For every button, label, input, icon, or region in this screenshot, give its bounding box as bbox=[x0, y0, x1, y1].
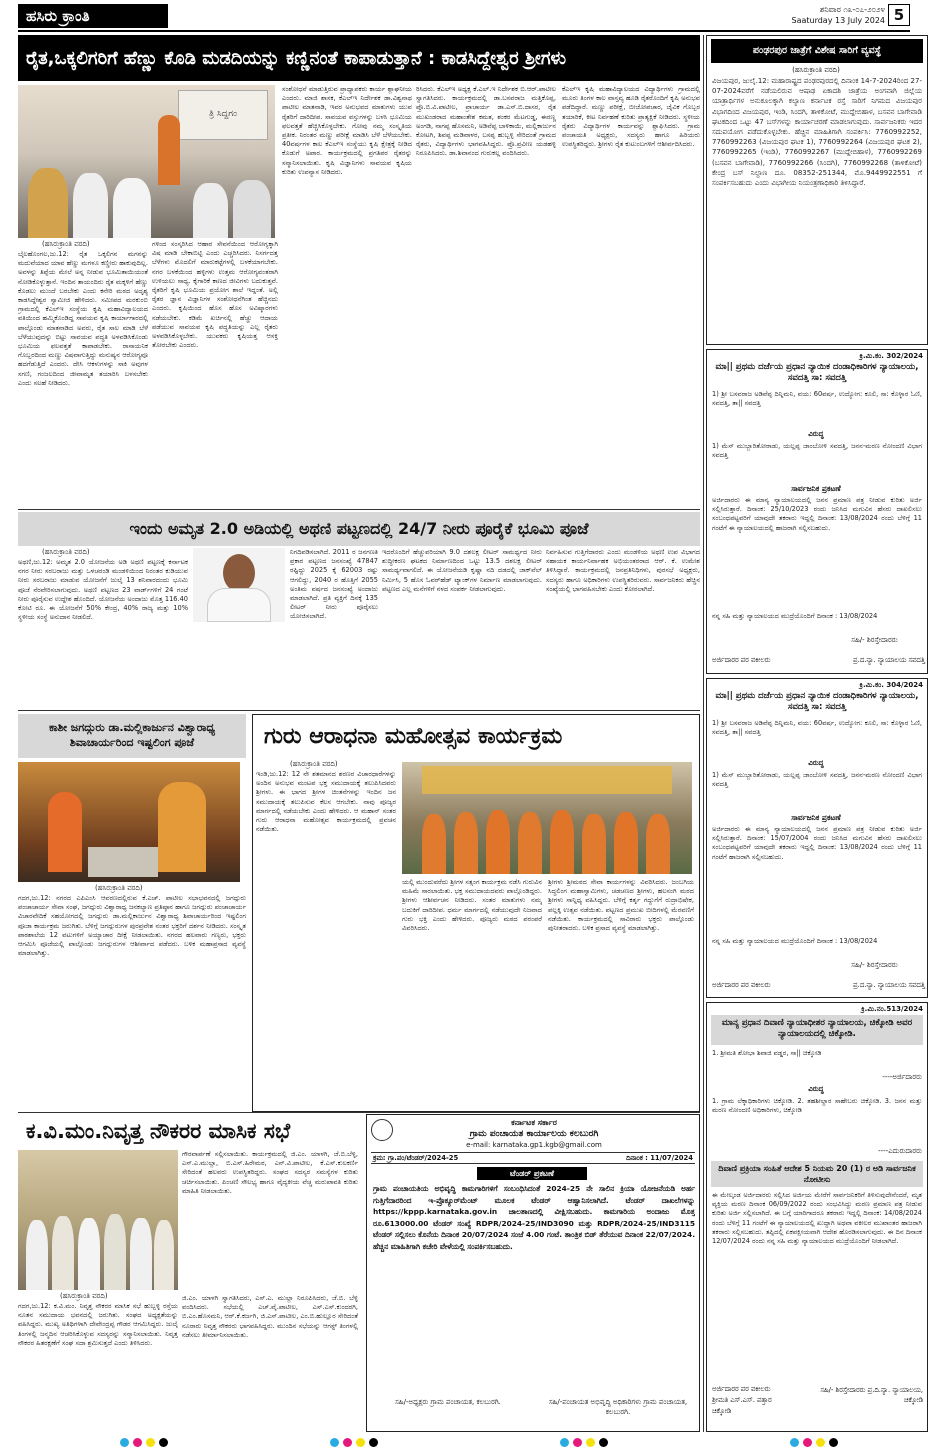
tender-date: ದಿನಾಂಕ : 11/07/2024 bbox=[626, 1154, 693, 1162]
altar-table bbox=[88, 847, 158, 877]
notice3-applicant: ----ಅರ್ಜಿದಾರರು bbox=[882, 1073, 922, 1081]
reg-dot bbox=[803, 1438, 812, 1447]
portrait-face bbox=[223, 554, 255, 592]
notice3-party2: 1. ಗ್ರಾಮ ಲೆಕ್ಕಾಧಿಕಾರಿಗಳು ಚಿಕ್ಕೋಡಿ. 2. ತಹಶೀಲ್ದಾರ ಸಾಹೇಬರು ಚಿಕ್ಕೋಡಿ. 3. ಜನನ ಮತ್ತು ಮರಣ ನೋಂದಣಿ ಅಧಿಕಾರಿಗಳು, ಚಿಕ್ಕೋಡಿ bbox=[712, 1097, 922, 1115]
story4-column-3 bbox=[548, 878, 694, 1108]
masthead-title: ಹಸಿರು ಕ್ರಾಂತಿ bbox=[26, 7, 90, 25]
notice2-title: ಮಾ|| ಪ್ರಥಮ ದರ್ಜೆಯ ಪ್ರಧಾನ ನ್ಯಾಯಿಕ ದಂಡಾಧಿಕಾರಿಗಳ ನ್ಯಾಯಾಲಯ, ಸವದತ್ತಿ ಸಾ: ಸವದತ್ತಿ bbox=[715, 691, 919, 712]
story1-col1-text: ಬೈಲಹೊಂಗಲ,ಜು.12: ರೈತ ಒಕ್ಕಲಿಗನ ಮಗನನ್ನು ಮದುವೆಯಾದ ಯಾವ ಹೆಣ್ಣು ಮಗಳೂ ಕಣ್ಣೀರು ಹಾಕುವುದಿಲ್ಲ. ಅವಳನ್ನು ತಿಪ್ಪೆಯ ಮೇಲೆ ಅನ್ನ ನೀಡುವ ಭೂಮಿತಾಯಿಯಂತೆ ನೋಡಿಕೊಳ್ಳುತ್ತಾನೆ. ಇಂದಿನ ತಾಯಂದಿರು ರೈತ ಮಕ್ಕಳಿಗೆ ಹೆಣ್ಣು ಕೊಡಲು ಮುಂದೆ ಬರಬೇಕು ಎಂದು ಕನೇರಿ ಮಠದ ಅದೃಶ್ಯ ಕಾಡಸಿದ್ದೇಶ್ವರ ಸ್ವಾಮೀಜಿ ಹೇಳಿದರು. ಸಮೀಪದ ಮರಕುಂಬಿ ಗ್ರಾಮದಲ್ಲಿ ಕೆಎಲ್‌ಇ ಸಂಸ್ಥೆಯ ಕೃಷಿ ಮಹಾವಿದ್ಯಾಲಯದ ವತಿಯಿಂದ ಹಮ್ಮಿಕೊಂಡಿದ್ದ ಸಾವಯವ ಕೃಷಿ ಕಾರ್ಯಾಗಾರದಲ್ಲಿ ಪಾಲ್ಗೊಂಡು ಮಾತನಾಡಿದ ಅವರು, ರೈತ ಸಾಲ ಮಾಡಿ ಬೆಳೆ ಬೆಳೆಯುವುದನ್ನು ಬಿಟ್ಟು ಸಾವಯವ ಪದ್ಧತಿ ಅಳವಡಿಸಿಕೊಂಡು ಭೂಮಿಯ ಫಲವತ್ತತೆ ಕಾಪಾಡಬೇಕು. ರಾಸಾಯನಿಕ ಗೊಬ್ಬರದಿಂದ ಮಣ್ಣು ವಿಷವಾಗುತ್ತಿದ್ದು ಮನುಷ್ಯನ ಆರೋಗ್ಯವೂ ಹದಗೆಡುತ್ತಿದೆ ಎಂದರು. ದೇಸಿ ಆಕಳುಗಳನ್ನು ಸಾಕಿ ಅವುಗಳ ಸಗಣಿ, ಗಂಜಲದಿಂದ ಜೀವಾಮೃತ ತಯಾರಿಸಿ ಬಳಸಬೇಕು ಎಂದು ಸಲಹೆ ನೀಡಿದರು. bbox=[18, 250, 148, 387]
notice2-sign: ಸಹಿ/- ಶಿರಸ್ತೇದಾರರು bbox=[851, 961, 898, 969]
reg-dot bbox=[560, 1438, 569, 1447]
member-figure bbox=[26, 1220, 48, 1290]
reg-dot bbox=[120, 1438, 129, 1447]
tender-title-text: ಟೆಂಡರ್ ಪ್ರಕಟಣೆ bbox=[510, 1169, 554, 1178]
reg-dot bbox=[599, 1438, 608, 1447]
story2-col2-text: ನಿಗದಿಪಡಿಸಲಾಗಿದೆ. 2011 ರ ಜನಗಣತಿ ಪ್ರಕಾರ ಪಟ್ಟಣದ ಜನಸಂಖ್ಯೆ 47847 ರಷ್ಟಿದ್ದು 2025 ಕ್ಕೆ 62003 ರಷ್ಟು ಆಗಲಿದ್ದು, 2040 ರ ಹೊತ್ತಿಗೆ 2055 ಅಂತಿಮ ವರ್ಷದ ಜನಸಂಖ್ಯೆ ಅಂದಾಜು ಮಾಡಲಾಗಿದೆ. ಪ್ರತಿ ವ್ಯಕ್ತಿಗೆ ದಿನಕ್ಕೆ 135 ಲೀಟರ್ ನೀರು ಪೂರೈಸಲು ಯೋಜಿಸಲಾಗಿದೆ. bbox=[290, 548, 378, 621]
story2-column-1 bbox=[18, 558, 188, 708]
swamiji-figure bbox=[646, 814, 670, 874]
notice3-court: ಚಿಕ್ಕೋಡಿ bbox=[712, 1407, 732, 1415]
issue-date-kn: ಶನಿವಾರ ೧೩-೦೭-೨೦೨೪ bbox=[819, 5, 885, 14]
color-registration-marks bbox=[560, 1438, 608, 1447]
swamiji-figure bbox=[454, 812, 478, 874]
notice3-title bbox=[711, 1015, 923, 1045]
notice3-adv: ಅರ್ಜಿದಾರರ ಪರ ವಕೀಲರು bbox=[712, 1385, 771, 1393]
story2-col1-text: ಅಥಣಿ,ಜು.12: ಅಮೃತ 2.0 ಯೋಜನೆಯ ಅಡಿ ಅಥಣಿ ಪಟ್ಟಣಕ್ಕೆ ಕರ್ನಾಟಕ ನಗರ ನೀರು ಸರಬರಾಜು ಮತ್ತು ಒಳಚರಂಡಿ ಮಂಡಳಿಯಿಂದ ನಿರಂತರ ಕುಡಿಯುವ ನೀರು ಸರಬರಾಜು ಮಾಡುವ ಯೋಜನೆಗೆ ಜುಲೈ 13 ಶನಿವಾರದಂದು ಭೂಮಿ ಪೂಜೆ ನೆರವೇರಿಸಲಾಗುವುದು. ಅಥಣಿ ಪಟ್ಟಣದ 23 ವಾರ್ಡ್‌ಗಳಿಗೆ 24 ಗಂಟೆ ನೀರು ಪೂರೈಸುವ ಉದ್ದೇಶ ಹೊಂದಿದೆ. ಯೋಜನೆಯ ಅಂದಾಜು ಮೊತ್ತ 116.40 ಕೋಟಿ ರೂ. ಈ ಯೋಜನೆಗೆ 50% ಕೇಂದ್ರ, 40% ರಾಜ್ಯ ಮತ್ತು 10% ಸ್ಥಳೀಯ ಸಂಸ್ಥೆ ಅನುದಾನ ನೀಡಲಿದೆ. bbox=[18, 558, 188, 622]
notice3-respondent: ----ಎದುರುದಾರರು bbox=[878, 1147, 922, 1155]
swamiji-figure bbox=[422, 814, 446, 874]
masthead bbox=[18, 4, 318, 30]
story3-headline bbox=[18, 714, 246, 758]
story4-col3-text: ಶ್ರೀಗಳು ಶ್ರೀಮಠದ ಸೇವಾ ಕಾರ್ಯಗಳನ್ನು ವಿವರಿಸಿದರು. ಜಂಬಗಿಯ ಸಿದ್ಧಲಿಂಗ ಮಹಾಸ್ವಾಮಿಗಳು, ಚಡಚಣದ ಶ್ರೀಗಳು, ಹಲಸಂಗಿ ಮಠದ ಶ್ರೀಗಳು ಸಾನ್ನಿಧ್ಯ ವಹಿಸಿದ್ದರು. ಬೆಳಿಗ್ಗೆ ಕರ್ತೃ ಗದ್ದುಗೆಗೆ ರುದ್ರಾಭಿಷೇಕ, ಪಲ್ಲಕ್ಕಿ ಉತ್ಸವ ನಡೆಯಿತು. ಪಟ್ಟಣದ ಪ್ರಮುಖ ಬೀದಿಗಳಲ್ಲಿ ಮೆರವಣಿಗೆ ನಡೆಯಿತು. ಕಾರ್ಯಕ್ರಮದಲ್ಲಿ ಸಾವಿರಾರು ಭಕ್ತರು ಪಾಲ್ಗೊಂಡು ಪುನೀತರಾದರು. ಬಳಿಕ ಪ್ರಸಾದ ವ್ಯವಸ್ಥೆ ಮಾಡಲಾಗಿತ್ತು. bbox=[548, 878, 694, 933]
story1-byline-text: (ಹಸಿರುಕ್ರಾಂತಿ ವರದಿ) bbox=[42, 240, 90, 248]
tender-title bbox=[477, 1167, 587, 1180]
story1-col2-text: ಗಳಿಂದ ಸಂಸ್ಕರಿಸಿದ ಆಹಾರ ಸೇವನೆಯಿಂದ ಆರೋಗ್ಯಕ್ಕಾಗಿ ವಿಷ ಮಾಡಿ ಬೇಕಾಬಿಟ್ಟಿ ಎಂದು ಎಚ್ಚರಿಸಿದರು. ನಿಸರ್ಗದತ್ತ ಬೆಳೆಗಳು ಮೊದಲಿಗೆ ಮಾರುಕಟ್ಟೆಗಳಲ್ಲಿ ಬಳಕೆಯಾಗಬೇಕು. ನಗರ ಬಳಕೆಯಿಂದ ಹಳ್ಳಿಗಳು ಉತ್ತಮ ಆರೋಗ್ಯವಂತರಾಗಿ ಉಳಿಯಲು ಸಾಧ್ಯ. ಕೈಗಾರಿಕೆ ಕಾಣದ ಜೀವಿಗಳು ಬದುಕುತ್ತವೆ. ರೈತರಿಗೆ ಕೃಷಿ ಭೂಮಿಯ ಪ್ರಯೋಗ ಶಾಲೆ ಇದ್ದಂತೆ. ಅಲ್ಲಿ ರೈತರ ಜ್ಞಾನ ವಿಜ್ಞಾನಿಗಳ ಸಂಶೋಧನೆಗಿಂತ ಹೆಚ್ಚಿನದು ಎಂದರು. ಕೃಷಿಯಿಂದ ಹೊಸ ಹೊಸ ಅವಿಷ್ಕಾರಗಳು ನಡೆಯಬೇಕು. ಕಡಿಮೆ ಖರ್ಚಿನಲ್ಲಿ ಹೆಚ್ಚು ಆದಾಯ ಪಡೆಯುವ ಸಾವಯವ ಕೃಷಿ ಪದ್ಧತಿಯನ್ನು ಎಲ್ಲ ರೈತರು ಅಳವಡಿಸಿಕೊಳ್ಳಬೇಕು. ಯುವಕರು ಕೃಷಿಯತ್ತ ಆಸಕ್ತಿ ತೋರಬೇಕು ಎಂದರು. bbox=[152, 240, 278, 350]
tender-body-text: ಗ್ರಾಮ ಪಂಚಾಯತಿಯ ಅಭಿವೃದ್ಧಿ ಕಾಮಗಾರಿಗಳಿಗೆ ಸಂಬಂಧಿಸಿದಂತೆ 2024-25 ನೇ ಸಾಲಿನ ಕ್ರಿಯಾ ಯೋಜನೆಯಡಿ ಅರ್ಹ ಗುತ್ತಿಗೆದಾರರಿಂದ ಇ-ಪ್ರೊಕ್ಯೂರ್‌ಮೆಂಟ್ ಮೂಲಕ ಟೆಂಡರ್ ಆಹ್ವಾನಿಸಲಾಗಿದೆ. ಟೆಂಡರ್ ದಾಖಲೆಗಳನ್ನು https://kppp.karnataka.gov.in ಜಾಲತಾಣದಲ್ಲಿ ವೀಕ್ಷಿಸಬಹುದು. ಕಾಮಗಾರಿಯ ಅಂದಾಜು ಮೊತ್ತ ರೂ.613000.00 ಟೆಂಡರ್ ಸಂಖ್ಯೆ RDPR/2024-25/IND3090 ಮತ್ತು RDPR/2024-25/IND3115 ಟೆಂಡರ್ ಸಲ್ಲಿಸಲು ಕೊನೆಯ ದಿನಾಂಕ 20/07/2024 ಸಂಜೆ 4.00 ಗಂಟೆ. ತಾಂತ್ರಿಕ ಬಿಡ್ ತೆರೆಯುವ ದಿನಾಂಕ 22/07/2024. ಹೆಚ್ಚಿನ ಮಾಹಿತಿಗಾಗಿ ಕಚೇರಿ ವೇಳೆಯಲ್ಲಿ ಸಂಪರ್ಕಿಸಬಹುದು. bbox=[373, 1184, 695, 1251]
notice3-party1: 1. ಶ್ರೀಮತಿ ಶೋಭಾ ಶಿವಾಜಿ ವಡ್ಡರ, ಸಾ|| ಚಿಕ್ಕೋಡಿ bbox=[712, 1049, 822, 1057]
story5-col3-text: ಜಿ.ಎಂ. ಯಾಳಗಿ ಸ್ವಾಗತಿಸಿದರು, ಎಸ್.ಎ. ಮುಲ್ಲಾ ನಿರೂಪಿಸಿದರು, ಜೆ.ಬಿ. ಬೆಳ್ಳಿ ವಂದಿಸಿದರು. ಸಭೆಯಲ್ಲಿ ಎಚ್.ವೈ.ಪಾಟೀಲ, ಎಸ್.ಎಸ್.ಕುಂದರಗಿ, ಬಿ.ಎಂ.ಹೊಸಮನಿ, ಆರ್.ಕೆ.ಕರ್ಜಗಿ, ಜಿ.ಎಸ್.ಪಾಟೀಲ, ಎಂ.ಬಿ.ಹುಲ್ಲೂರ ಸೇರಿದಂತೆ ನೂರಾರು ನಿವೃತ್ತ ನೌಕರರು ಭಾಗವಹಿಸಿದ್ದರು. ಮುಂದಿನ ಸಭೆಯನ್ನು ಆಗಸ್ಟ್ ತಿಂಗಳಲ್ಲಿ ನಡೆಸಲು ತೀರ್ಮಾನಿಸಲಾಯಿತು. bbox=[182, 1294, 358, 1339]
story2-portrait bbox=[193, 548, 285, 622]
story3-headline-line1: ಕಾಶೀ ಜಗದ್ಗುರು ಡಾ.ಮಲ್ಲಿಕಾರ್ಜುನ ವಿಶ್ವಾರಾಧ್ಯ bbox=[48, 721, 216, 734]
issue-date-en: Saaturday 13 July 2024 bbox=[791, 16, 885, 25]
notice1-sign: ಸಹಿ/- ಶಿರಸ್ತೇದಾರರು bbox=[851, 636, 898, 644]
sidebar1-title-text: ಪಂಢರಪುರ ಜಾತ್ರೆಗೆ ವಿಶೇಷ ಸಾರಿಗೆ ವ್ಯವಸ್ಥೆ bbox=[752, 45, 882, 56]
reg-dot bbox=[343, 1438, 352, 1447]
stage-banner bbox=[422, 766, 672, 794]
story2-col4-text: ನಿರ್ವಹಿಸುವ ಗುತ್ತಿಗೆದಾರರು ಎಂದು ಮಂಡಳಿಯ ಅಥಣಿ ಉಪ ವಿಭಾಗದ ಸಹಾಯಕ ಕಾರ್ಯನಿರ್ವಾಹಕ ಅಭಿಯಂತರರಾದ ಆರ್. ಕೆ. ಉಮೇಶ ತಿಳಿಸಿದ್ದಾರೆ. ಕಾರ್ಯಕ್ರಮದಲ್ಲಿ ಜನಪ್ರತಿನಿಧಿಗಳು, ಪುರಸಭೆ ಅಧ್ಯಕ್ಷರು, ಸದಸ್ಯರು ಹಾಗೂ ಅಧಿಕಾರಿಗಳು ಉಪಸ್ಥಿತರಿರುವರು. ಸಾರ್ವಜನಿಕರು ಹೆಚ್ಚಿನ ಸಂಖ್ಯೆಯಲ್ಲಿ ಭಾಗವಹಿಸಬೇಕು ಎಂದು ಕೋರಲಾಗಿದೆ. bbox=[546, 548, 700, 593]
divider bbox=[703, 35, 704, 1432]
notice1-vs: ವಿರುದ್ಧ bbox=[808, 430, 824, 438]
portrait-shirt bbox=[207, 588, 271, 622]
court-notice-2 bbox=[706, 678, 928, 998]
notice1-party1: 1) ಶ್ರೀ ಬಸವರಾಜ ಅಡಿವೆಪ್ಪ ದಿನ್ನಿಮನಿ, ವಯ: 60ವರ್ಷ, ಉದ್ಯೋಗ: ಕೂಲಿ, ಸಾ: ಕೊಳ್ಳಾರ ಓಣಿ, ಸವದತ್ತಿ, ತಾ|| ಸವದತ್ತಿ bbox=[712, 390, 922, 408]
story2-column-3 bbox=[382, 548, 542, 708]
notice1-adv: ಅರ್ಜಿದಾರರ ಪರ ವಕೀಲರು bbox=[712, 656, 771, 664]
story4-headline-text: ಗುರು ಆರಾಧನಾ ಮಹೋತ್ಸವ ಕಾರ್ಯಕ್ರಮ bbox=[264, 724, 563, 749]
tender-email: e-mail: karnataka.gp1.kgb@gmail.com bbox=[466, 1141, 602, 1149]
notice1-sub: ಸಾರ್ವಜನಿಕ ಪ್ರಕಟಣೆ bbox=[791, 484, 841, 493]
story5-headline-text: ಕ.ವಿ.ಮಂ.ನಿವೃತ್ತ ನೌಕರರ ಮಾಸಿಕ ಸಭೆ bbox=[26, 1119, 291, 1143]
reg-dot bbox=[829, 1438, 838, 1447]
reg-dot bbox=[133, 1438, 142, 1447]
sidebar1-title bbox=[711, 39, 923, 63]
story5-column-2 bbox=[18, 1302, 178, 1432]
reg-dot bbox=[159, 1438, 168, 1447]
tender-sign-left: ಸಹಿ/-ಅಧ್ಯಕ್ಷರು ಗ್ರಾಮ ಪಂಚಾಯತ, ಕಲಬುರಗಿ. bbox=[395, 1398, 501, 1406]
story5-column-3 bbox=[182, 1294, 358, 1432]
story1-column-5 bbox=[562, 85, 700, 508]
reg-dot bbox=[146, 1438, 155, 1447]
reg-dot bbox=[573, 1438, 582, 1447]
story2-column-4 bbox=[546, 548, 700, 708]
notice1-court: ಪ್ರ.ದ.ನ್ಯಾ. ನ್ಯಾಯಾಲಯ ಸವದತ್ತಿ bbox=[853, 656, 925, 664]
notice2-date: ನನ್ನ ಸಹಿ ಮತ್ತು ನ್ಯಾಯಾಲಯದ ಮುದ್ರೆಯೊಂದಿಗೆ ದಿನಾಂಕ : 13/08/2024 bbox=[712, 937, 878, 945]
story4-column-2 bbox=[402, 878, 542, 1108]
story4-col1-text: ಇಂಡಿ,ಜು.12: 12 ನೇ ಶತಮಾನದ ಶರಣರ ವಿಚಾರಧಾರೆಗಳನ್ನು ಅಂದಿನ ಅನುಭವ ಮಂಟಪ ಭಕ್ತ ಸಮುದಾಯಕ್ಕೆ ತಲುಪಿಸಿದವರು ಶ್ರೀಗಳು. ಈ ಭಾಗದ ಶ್ರೀಗಳ ಚಿಂತನೆಗಳನ್ನು ಇಂದಿನ ಜನ ಸಮುದಾಯಕ್ಕೆ ತಲುಪಿಸುವ ಕೆಲಸ ಆಗಬೇಕು. ನಾವು ಪೂಜ್ಯರ ಮಾರ್ಗದಲ್ಲಿ ನಡೆಯಬೇಕು ಎಂದು ಹೇಳಿದರು. ಆ ಮಹಾನ್ ಸಂತರ ಗುರು ಆರಾಧನಾ ಮಹೋತ್ಸವ ಕಾರ್ಯಕ್ರಮದಲ್ಲಿ ಪ್ರವಚನ ನಡೆಯಿತು. bbox=[256, 770, 396, 834]
story3-byline-text: (ಹಸಿರುಕ್ರಾಂತಿ ವರದಿ) bbox=[95, 884, 143, 892]
story5-column-1 bbox=[182, 1150, 358, 1290]
story1-photo-banner-text: ತ್ರಿ ಸಿದ್ದಗಂ bbox=[208, 109, 238, 119]
story4-column-1 bbox=[256, 770, 396, 1108]
divider bbox=[18, 1112, 700, 1113]
story1-column-2b bbox=[152, 240, 278, 508]
swamiji-figure bbox=[582, 814, 606, 874]
court-notice-1 bbox=[706, 349, 928, 674]
pontiff-figure bbox=[158, 782, 206, 872]
story3-byline bbox=[95, 884, 245, 893]
tender-notice bbox=[366, 1114, 700, 1432]
reg-dot bbox=[369, 1438, 378, 1447]
story3-headline-line2: ಶಿವಾಚಾರ್ಯರಿಂದ ಇಷ್ಟಲಿಂಗ ಪೂಜೆ bbox=[69, 736, 195, 749]
story4-headline bbox=[258, 718, 694, 756]
notice2-party1: 1) ಶ್ರೀ ಬಸವರಾಜ ಅಡಿವೆಪ್ಪ ದಿನ್ನಿಮನಿ, ವಯ: 60ವರ್ಷ, ಉದ್ಯೋಗ: ಕೂಲಿ, ಸಾ: ಕೊಳ್ಳಾರ ಓಣಿ, ಸವದತ್ತಿ, ತಾ|| ಸವದತ್ತಿ bbox=[712, 719, 922, 737]
divider bbox=[18, 710, 700, 711]
reg-dot bbox=[356, 1438, 365, 1447]
story4-col2-text: ಯಲ್ಲಿ ಮುಂದುವರೆದು ಶ್ರೀಗಳ ಸತ್ಸಂಗ ಕಾರ್ಯಕ್ರಮ ನಡೆಸಿ ಗುರುವಿನ ಮಹಿಮೆ ಸಾರಲಾಯಿತು. ಭಕ್ತ ಸಮುದಾಯದವರು ಪಾಲ್ಗೊಂಡಿದ್ದರು. ಶ್ರೀಗಳು ಆಶೀರ್ವಚನ ನೀಡಿದರು. ಸಂತರ ಮಾತುಗಳು ನಮ್ಮ ಬದುಕಿಗೆ ದಾರಿದೀಪ. ಧರ್ಮ ಮಾರ್ಗದಲ್ಲಿ ನಡೆಯುವುದೇ ನಿಜವಾದ ಗುರು ಭಕ್ತಿ ಎಂದು ಹೇಳಿದರು. ಪೂಜ್ಯರು ಮಠದ ಪರಂಪರೆ ವಿವರಿಸಿದರು. bbox=[402, 878, 542, 933]
story1-col4-text: ರಿಸಿದರು. ಕೆಎಲ್‌ಇ ಅಧ್ಯಕ್ಷ ಕೆ.ಎಲ್‌.ಇ ನಿರ್ದೇಶಕ ಬಿ.ಆರ್.ಪಾಟೀಲ ಸ್ವಾಗತಿಸಿದರು. ಕಾರ್ಯಕ್ರಮದಲ್ಲಿ ಡಾ.ಬಸವರಾಜ ಮತ್ತಿಕೊಪ್ಪ, ಪ್ರೊ.ಬಿ.ವಿ.ಪಾಟೀಲ, ಪ್ರಾಚಾರ್ಯ ಡಾ.ಎಸ್.ಬಿ.ದಾಸರ, ರೈತ ಮುಖಂಡರಾದ ಮಹಾಂತೇಶ ಕಮತ, ಶಂಕರ ಮೆಟಗುಡ್ಡ, ಈರಣ್ಣ ಅಂಗಡಿ, ನಾಗಪ್ಪ ಹೊಸಮನಿ, ಅಡಿವೆಪ್ಪ ಬಾಳಿಕಾಯಿ, ಮಲ್ಲಿಕಾರ್ಜುನ ಕೋಟಗಿ, ಶಿವಪ್ಪ ಮಡಿವಾಳರ, ಬಸಪ್ಪ ಹುಬ್ಬಳ್ಳಿ ಸೇರಿದಂತೆ ಗ್ರಾಮದ ರೈತರು, ವಿದ್ಯಾರ್ಥಿಗಳು ಭಾಗವಹಿಸಿದ್ದರು. ಪ್ರೊ.ಪ್ರವೀಣ ಯಡಹಳ್ಳಿ ನಿರೂಪಿಸಿದರು. ಡಾ.ಶಿವಾನಂದ ಗುರುಕಲ್ಲ ವಂದಿಸಿದರು. bbox=[416, 85, 556, 158]
story3-text bbox=[18, 894, 246, 1112]
notice2-text: ಅರ್ಜಿದಾರರು ಈ ಮಾನ್ಯ ನ್ಯಾಯಾಲಯದಲ್ಲಿ ಜನನ ಪ್ರಮಾಣ ಪತ್ರ ನೀಡುವ ಕುರಿತು ಅರ್ಜಿ ಸಲ್ಲಿಸಿರುತ್ತಾರೆ. ದಿನಾಂಕ: 15/07/2004 ರಂದು ಜನಿಸಿದ ಮಗುವಿನ ಹೆಸರು ದಾಖಲಿಸಲು ಸಂಬಂಧಪಟ್ಟವರಿಗೆ ಯಾವುದೇ ತಕರಾರು ಇದ್ದಲ್ಲಿ ದಿನಾಂಕ: 13/08/2024 ರಂದು ಬೆಳಿಗ್ಗೆ 11 ಗಂಟೆಗೆ ಹಾಜರಾಗಿ ಸಲ್ಲಿಸಬಹುದು. bbox=[712, 825, 922, 861]
swamiji-figure bbox=[614, 812, 638, 874]
notice1-title: ಮಾ|| ಪ್ರಥಮ ದರ್ಜೆಯ ಪ್ರಧಾನ ನ್ಯಾಯಿಕ ದಂಡಾಧಿಕಾರಿಗಳ ನ್ಯಾಯಾಲಯ, ಸವದತ್ತಿ ಸಾ: ಸವದತ್ತಿ bbox=[715, 362, 919, 383]
story4-byline-text: (ಹಸಿರುಕ್ರಾಂತಿ ವರದಿ) bbox=[290, 760, 338, 768]
notice3-title-text: ಮಾನ್ಯ ಪ್ರಧಾನ ದಿವಾಣಿ ನ್ಯಾಯಾಧೀಶರ ನ್ಯಾಯಾಲಯ, ಚಿಕ್ಕೋಡಿ ಅವರ ನ್ಯಾಯಾಲಯದಲ್ಲಿ ಚಿಕ್ಕೋಡಿ. bbox=[721, 1018, 913, 1039]
page-number-text: 5 bbox=[893, 6, 905, 24]
divider bbox=[18, 509, 700, 510]
reg-dot bbox=[586, 1438, 595, 1447]
color-registration-marks bbox=[790, 1438, 838, 1447]
story4-byline bbox=[290, 760, 390, 769]
member-figure bbox=[154, 1220, 174, 1290]
story5-headline bbox=[18, 1114, 358, 1148]
sidebar-transport bbox=[706, 35, 928, 345]
color-registration-marks bbox=[120, 1438, 168, 1447]
notice3-sub-text: ದಿವಾಣಿ ಪ್ರಕ್ರಿಯಾ ಸಂಹಿತೆ ಆದೇಶ 5 ನಿಯಮ 20 (1) ರ ಅಡಿ ಸಾರ್ವಜನಿಕ ನೋಟೀಸು bbox=[718, 1164, 916, 1184]
tender-office: ಗ್ರಾಮ ಪಂಚಾಯತ ಕಾರ್ಯಾಲಯ ಕಲಬುರಗಿ bbox=[469, 1129, 599, 1139]
notice2-sub: ಸಾರ್ವಜನಿಕ ಪ್ರಕಟಣೆ bbox=[791, 813, 841, 822]
story3-text-body: ಗದಗ,ಜು.12: ನಗರದ ಎಪಿಎಂಸಿ ಆವರಣದಲ್ಲಿರುವ ಕೆ.ಎಚ್. ಪಾಟೀಲ ಸಭಾಭವನದಲ್ಲಿ ಜಗದ್ಗುರು ಪಂಚಾಚಾರ್ಯ ಸೇವಾ ಸಂಘ, ಜಗದ್ಗುರು ವಿಶ್ವಾರಾಧ್ಯ ಜನಕಲ್ಯಾಣ ಪ್ರತಿಷ್ಠಾನ ಹಾಗೂ ಜಗದ್ಗುರು ಪಂಚಾಚಾರ್ಯ ವಿಚಾರವೇದಿಕೆ ಸಹಯೋಗದಲ್ಲಿ ಜಗದ್ಗುರು ಡಾ.ಮಲ್ಲಿಕಾರ್ಜುನ ವಿಶ್ವಾರಾಧ್ಯ ಶಿವಾಚಾರ್ಯರಿಂದ ಇಷ್ಟಲಿಂಗ ಪೂಜಾ ಕಾರ್ಯಕ್ರಮ ಜರುಗಿತು. ಬೆಳಿಗ್ಗೆ ಜಗದ್ಗುರುಗಳ ಪುರಪ್ರವೇಶ ನಂತರ ಭಕ್ತರಿಗೆ ದರ್ಶನ ನೀಡಿದರು. ಸಂಸ್ಕೃತ ಪಾಠಶಾಲೆಯ 12 ವಟುಗಳಿಗೆ ಅಯ್ಯಾಚಾರ ದೀಕ್ಷೆ ನೀಡಲಾಯಿತು. ನಗರದ ಹಲವಾರು ಗಣ್ಯರು, ಭಕ್ತರು ಆಗಮಿಸಿ ಪೂಜೆಯಲ್ಲಿ ಪಾಲ್ಗೊಂಡು ಜಗದ್ಗುರುಗಳ ಆಶೀರ್ವಾದ ಪಡೆದರು. ಬಳಿಕ ಮಹಾಪ್ರಸಾದ ವ್ಯವಸ್ಥೆ ಮಾಡಲಾಗಿತ್ತು. bbox=[18, 894, 246, 958]
notice3-sub bbox=[711, 1161, 923, 1187]
court-notice-3 bbox=[706, 1002, 928, 1432]
notice2-vs: ವಿರುದ್ಧ bbox=[808, 759, 824, 767]
swamiji-figure bbox=[550, 810, 574, 874]
color-registration-marks bbox=[330, 1438, 378, 1447]
priest-figure bbox=[48, 792, 82, 872]
story1-column-1 bbox=[18, 250, 148, 508]
story1-headline bbox=[18, 35, 700, 81]
story2-column-2 bbox=[290, 548, 378, 708]
sidebar1-text bbox=[712, 76, 922, 342]
swamiji-figure bbox=[486, 810, 510, 874]
story2-byline-text: (ಹಸಿರುಕ್ರಾಂತಿ ವರದಿ) bbox=[42, 548, 90, 556]
sidebar1-byline: (ಹಸಿರುಕ್ರಾಂತಿ ವರದಿ) bbox=[792, 66, 840, 74]
member-figure bbox=[52, 1216, 74, 1290]
story2-col3-text: ಇದರೊಂದಿಗೆ ಹೆಚ್ಚುವರಿಯಾಗಿ 9.0 ದಶಲಕ್ಷ ಲೀಟರ್ ಸಾಮರ್ಥ್ಯದ ನೀರು ಶುದ್ಧೀಕರಣ ಘಟಕದ ನಿರ್ಮಾಣದಿಂದ ಒಟ್ಟು 13.5 ದಶಲಕ್ಷ ಲೀಟರ್ ಸಾಮರ್ಥ್ಯವಾಗಲಿದೆ. ಈ ಯೋಜನೆಯಡಿ ಕೃಷ್ಣಾ ನದಿ ದಡದಲ್ಲಿ ಜಾಕ್‌ವೆಲ್ ನಿರ್ಮಿಸಿ, 5 ಹೊಸ ಓವರ್‌ಹೆಡ್ ಟ್ಯಾಂಕ್‌ಗಳ ನಿರ್ಮಾಣ ಮಾಡಲಾಗುವುದು. ಪಟ್ಟಣದ ಎಲ್ಲ ಮನೆಗಳಿಗೆ ನಳದ ಸಂಪರ್ಕ ನೀಡಲಾಗುವುದು. bbox=[382, 548, 542, 593]
tender-sign-right: ಸಹಿ/-ಪಂಚಾಯತ ಅಭಿವೃದ್ಧಿ ಅಧಿಕಾರಿಗಳು ಗ್ರಾಮ ಪಂಚಾಯತ, ಕಲಬುರಗಿ. bbox=[548, 1398, 688, 1416]
notice1-case: ಕ್ರಿ.ಮಿ.ಕಂ. 302/2024 bbox=[859, 352, 923, 360]
tender-gov: ಕರ್ನಾಟಕ ಸರ್ಕಾರ bbox=[511, 1118, 557, 1127]
notice1-party2: 1) ಮೆಸ್ ಮುಬ್ಬಾರಿತೋರಾಡು, ಯಲ್ಲಪ್ಪ ಜಾಂಬೋಳಿ ಸವದತ್ತಿ, ಜನನ-ಮರಣ ನೋಂದಣಿ ವಿಭಾಗ ಸವದತ್ತಿ bbox=[712, 442, 922, 460]
story2-headline-text: ಇಂದು ಅಮೃತ 2.0 ಅಡಿಯಲ್ಲಿ ಅಥಣಿ ಪಟ್ಟಣದಲ್ಲಿ 24/7 ನೀರು ಪೂರೈಕೆ ಭೂಮಿ ಪೂಜೆ bbox=[129, 519, 589, 538]
notice2-court: ಪ್ರ.ದ.ನ್ಯಾ. ನ್ಯಾಯಾಲಯ ಸವದತ್ತಿ bbox=[853, 981, 925, 989]
audience-figure bbox=[28, 168, 68, 238]
notice3-case: ಕ್ರಿ.ಮಿ.ನಂ.513/2024 bbox=[861, 1005, 923, 1013]
notice3-sign: ಸಹಿ/- ಶಿರಸ್ತೇದಾರರು ಪ್ರ.ದಿ.ನ್ಯಾ. ನ್ಯಾಯಾಲಯ, ಚಿಕ್ಕೋಡಿ bbox=[820, 1386, 923, 1404]
sidebar1-text-body: ವಿಜಯಪುರ, ಜುಲೈ.12: ಮಹಾರಾಷ್ಟ್ರದ ಪಂಢರಪುರದಲ್ಲಿ ದಿನಾಂಕ 14-7-2024ರಿಂದ 27-07-2024ವರೆಗೆ ನಡೆಯಲಿರುವ ಆಷಾಢ ಏಕಾದಶಿ ಜಾತ್ರೆಯ ಅಂಗವಾಗಿ ಜಿಲ್ಲೆಯ ಯಾತ್ರಾರ್ಥಿಗಳ ಅನುಕೂಲಕ್ಕಾಗಿ ಕಲ್ಯಾಣ ಕರ್ನಾಟಕ ರಸ್ತೆ ಸಾರಿಗೆ ನಿಗಮದ ವಿಜಯಪುರ ವಿಭಾಗದಿಂದ ವಿಜಯಪುರ, ಇಂಡಿ, ಸಿಂದಗಿ, ತಾಳಿಕೋಟೆ, ಮುದ್ದೇಬಿಹಾಳ, ಬಸವನ ಬಾಗೇವಾಡಿ ಘಟಕದಿಂದ ಒಟ್ಟು 47 ಬಸ್‌ಗಳನ್ನು ಕಾರ್ಯಾಚರಣೆ ಮಾಡಲಾಗುವುದು. ಸಾರ್ವಜನಿಕರು ಇದರ ಸದುಪಯೋಗ ಪಡೆದುಕೊಳ್ಳಬೇಕು. ಹೆಚ್ಚಿನ ಮಾಹಿತಿಗಾಗಿ ಸಂಪರ್ಕಿಸಿ: 7760992252, 7760992263 (ವಿಜಯಪುರ ಘಟಕ 1), 7760992264 (ವಿಜಯಪುರ ಘಟಕ 2), 7760992265 (ಇಂಡಿ), 7760992267 (ಮುದ್ದೇಬಿಹಾಳ), 7760992269 (ಬಸವನ ಬಾಗೇವಾಡಿ), 7760992266 (ಸಿಂದಗಿ), 7760992268 (ತಾಳಿಕೋಟೆ) ಕೇಂದ್ರ ಬಸ್ ನಿಲ್ದಾಣ ದೂ. 08352-251344, ಮೊ.9449922551 ಗೆ ಸಂಪರ್ಕಿಸಬಹುದು ಎಂದು ವಿಭಾಗೀಯ ನಿಯಂತ್ರಣಾಧಿಕಾರಿ ತಿಳಿಸಿದ್ದಾರೆ. bbox=[712, 77, 922, 188]
story5-photo bbox=[18, 1150, 178, 1290]
story5-col1-text: ಗೌರವಾರ್ಪಣೆ ಸಲ್ಲಿಸಲಾಯಿತು. ಕಾರ್ಯಕ್ರಮದಲ್ಲಿ ಜಿ.ಎಂ. ಯಾಳಗಿ, ಜೆ.ಬಿ.ಬೆಳ್ಳಿ, ಎಸ್.ಎ.ಮುಲ್ಲಾ, ಬಿ.ಎಸ್.ಹಿರೇಮಠ, ಎನ್.ವಿ.ಪಾಟೀಲ, ಕೆ.ಎಸ್.ಕುಲಕರ್ಣಿ ಸೇರಿದಂತೆ ಹಲವರು ಉಪಸ್ಥಿತರಿದ್ದರು. ಸಂಘದ ಸದಸ್ಯರ ಸಮಸ್ಯೆಗಳ ಕುರಿತು ಚರ್ಚಿಸಲಾಯಿತು. ಪಿಂಚಣಿ ಸೌಲಭ್ಯ ಹಾಗೂ ವೈದ್ಯಕೀಯ ವೆಚ್ಚ ಮರುಪಾವತಿ ಕುರಿತು ಮಾಹಿತಿ ನೀಡಲಾಯಿತು. bbox=[182, 1150, 358, 1195]
story2-headline bbox=[18, 512, 700, 546]
story1-column-3 bbox=[282, 85, 412, 508]
reg-dot bbox=[790, 1438, 799, 1447]
swamiji-figure bbox=[518, 812, 542, 874]
masthead-bar bbox=[18, 4, 168, 28]
notice2-party2: 1) ಮೆಸ್ ಮುಬ್ಬಾರಿತೋರಾಡು, ಯಲ್ಲಪ್ಪ ಜಾಂಬೋಳಿ ಸವದತ್ತಿ, ಜನನ-ಮರಣ ನೋಂದಣಿ ವಿಭಾಗ ಸವದತ್ತಿ bbox=[712, 771, 922, 789]
audience-figure bbox=[113, 178, 151, 238]
page-number bbox=[888, 4, 910, 26]
story2-byline bbox=[42, 548, 192, 557]
story4-photo bbox=[402, 762, 692, 874]
audience-figure bbox=[73, 173, 108, 238]
member-figure bbox=[130, 1218, 152, 1290]
story1-col5-text: ಕೆಎಲ್‌ಇ ಕೃಷಿ ಮಹಾವಿದ್ಯಾಲಯದ ವಿದ್ಯಾರ್ಥಿಗಳು ಗ್ರಾಮದಲ್ಲಿ ಮೂರು ತಿಂಗಳ ಕಾಲ ವಾಸ್ತವ್ಯ ಹೂಡಿ ರೈತರೊಂದಿಗೆ ಕೃಷಿ ಅನುಭವ ಪಡೆದಿದ್ದಾರೆ. ಮಣ್ಣು ಪರೀಕ್ಷೆ, ಬೀಜೋಪಚಾರ, ಜೈವಿಕ ಗೊಬ್ಬರ ತಯಾರಿಕೆ, ಕೀಟ ನಿರ್ವಹಣೆ ಕುರಿತು ಪ್ರಾತ್ಯಕ್ಷಿಕೆ ನೀಡಿದರು. ಸ್ಥಳೀಯ ರೈತರು ವಿದ್ಯಾರ್ಥಿಗಳ ಕಾರ್ಯವನ್ನು ಶ್ಲಾಘಿಸಿದರು. ಗ್ರಾಮ ಪಂಚಾಯತಿ ಅಧ್ಯಕ್ಷರು, ಸದಸ್ಯರು ಹಾಗೂ ಹಿರಿಯರು ಉಪಸ್ಥಿತರಿದ್ದರು. ಶ್ರೀಗಳು ರೈತ ಕುಟುಂಬಗಳಿಗೆ ಆಶೀರ್ವದಿಸಿದರು. bbox=[562, 85, 700, 149]
notice2-adv: ಅರ್ಜಿದಾರರ ಪರ ವಕೀಲರು bbox=[712, 981, 771, 989]
issue-date bbox=[735, 4, 885, 26]
notice3-text: ಈ ಮೇಲ್ಕಂಡ ಅರ್ಜಿದಾರರು ಸಲ್ಲಿಸಿದ ಅರ್ಜಿಯ ಮೇರೆಗೆ ಸಾರ್ವಜನಿಕರಿಗೆ ತಿಳಿಸುವುದೇನೆಂದರೆ, ಮೃತ ವ್ಯಕ್ತಿಯ ಮರಣ ದಿನಾಂಕ 06/09/2022 ರಂದು ಸಂಭವಿಸಿದ್ದು ಮರಣ ಪ್ರಮಾಣ ಪತ್ರ ನೀಡುವ ಕುರಿತು ಅರ್ಜಿ ಸಲ್ಲಿಸಲಾಗಿದೆ. ಈ ಬಗ್ಗೆ ಯಾರಿಗಾದರೂ ತಕರಾರು ಇದ್ದಲ್ಲಿ ದಿನಾಂಕ: 14/08/2024 ರಂದು ಬೆಳಿಗ್ಗೆ 11 ಗಂಟೆಗೆ ಈ ನ್ಯಾಯಾಲಯದಲ್ಲಿ ಖುದ್ದಾಗಿ ಅಥವಾ ವಕೀಲರ ಮುಖಾಂತರ ಹಾಜರಾಗಿ ತಕರಾರು ಸಲ್ಲಿಸಬಹುದು. ತಪ್ಪಿದಲ್ಲಿ ಏಕಪಕ್ಷೀಯವಾಗಿ ಆದೇಶ ಹೊರಡಿಸಲಾಗುವುದು. ಈ ದಿನ ದಿನಾಂಕ 12/07/2024 ರಂದು ನನ್ನ ಸಹಿ ಮತ್ತು ನ್ಯಾಯಾಲಯದ ಮುದ್ರೆಯೊಂದಿಗೆ ನೀಡಲಾಗಿದೆ. bbox=[712, 1191, 922, 1246]
member-figure bbox=[104, 1214, 126, 1290]
header-rule bbox=[18, 30, 910, 32]
story1-col3-text: ಸಂಶೋಧನೆ ಮಾಡುತ್ತಿರುವ ಪ್ರಾಧ್ಯಾಪಕರು ಕಾರ್ಯ ಶ್ಲಾಘನೀಯ ಎಂದರು. ಮಾಜಿ ಶಾಸಕ, ಕೆಎಲ್‌ಇ ನಿರ್ದೇಶಕ ಡಾ.ವಿಶ್ವನಾಥ ಪಾಟೀಲ ಮಾತನಾಡಿ, ಇವರ ಅನುಭವದ ಮಾತುಗಳು ಯುವ ರೈತರಿಗೆ ದಾರಿದೀಪ. ಸಾವಯವ ವಸ್ತುಗಳನ್ನು ಬಳಸಿ ಭೂಮಿಯ ಫಲವತ್ತತೆ ಹೆಚ್ಚಿಸಿಕೊಳ್ಳಬೇಕು. ಗೋವು ನಮ್ಮ ಸಂಸ್ಕೃತಿಯ ಪ್ರತೀಕ. ನಿರಂತರ ಮಣ್ಣು ಪರೀಕ್ಷೆ ಮಾಡಿಸಿ ಬೆಳೆ ಬೆಳೆಯಬೇಕು. 40ವರ್ಷಗಳ ಕಾಲ ಕೆಎಲ್‌ಇ ಸಂಸ್ಥೆಯು ಕೃಷಿ ಕ್ಷೇತ್ರಕ್ಕೆ ನೀಡಿದ ಕೊಡುಗೆ ಅಪಾರ. ಕಾರ್ಯಕ್ರಮದಲ್ಲಿ ಪ್ರಗತಿಪರ ರೈತರನ್ನು ಸನ್ಮಾನಿಸಲಾಯಿತು. ಕೃಷಿ ವಿಜ್ಞಾನಿಗಳು ಸಾವಯವ ಕೃಷಿಯ ಕುರಿತು ಉಪನ್ಯಾಸ ನೀಡಿದರು. bbox=[282, 85, 412, 176]
member-figure bbox=[78, 1218, 100, 1290]
tender-body bbox=[373, 1183, 695, 1388]
reg-dot bbox=[816, 1438, 825, 1447]
story1-headline-text: ರೈತ,ಒಕ್ಕಲಿಗರಿಗೆ ಹೆಣ್ಣು ಕೊಡಿ ಮಡದಿಯನ್ನು ಕಣ್ಣಿನಂತೆ ಕಾಪಾಡುತ್ತಾನೆ : ಕಾಡಸಿದ್ದೇಶ್ವರ ಶ್ರೀಗಳು bbox=[26, 47, 567, 69]
tender-ref-bar bbox=[371, 1152, 695, 1164]
story5-byline bbox=[60, 1292, 180, 1301]
notice3-vs: ವಿರುದ್ಧ bbox=[808, 1085, 824, 1093]
notice1-text: ಅರ್ಜಿದಾರರು ಈ ಮಾನ್ಯ ನ್ಯಾಯಾಲಯದಲ್ಲಿ ಜನನ ಪ್ರಮಾಣ ಪತ್ರ ನೀಡುವ ಕುರಿತು ಅರ್ಜಿ ಸಲ್ಲಿಸಿರುತ್ತಾರೆ. ದಿನಾಂಕ: 25/10/2023 ರಂದು ಜನಿಸಿದ ಮಗುವಿನ ಹೆಸರು ದಾಖಲಿಸಲು ಸಂಬಂಧಪಟ್ಟವರಿಗೆ ಯಾವುದೇ ತಕರಾರು ಇದ್ದಲ್ಲಿ ದಿನಾಂಕ: 13/08/2024 ರಂದು ಬೆಳಿಗ್ಗೆ 11 ಗಂಟೆಗೆ ಈ ನ್ಯಾಯಾಲಯದಲ್ಲಿ ಹಾಜರಾಗಿ ಸಲ್ಲಿಸಬಹುದು. bbox=[712, 496, 922, 532]
notice2-case: ಕ್ರಿ.ಮಿ.ಕಂ. 304/2024 bbox=[859, 681, 923, 689]
notice3-adv-name: ಶ್ರೀಮತಿ ಎಸ್.ಎಸ್. ಪತ್ತಾರ bbox=[712, 1396, 772, 1404]
notice1-date: ನನ್ನ ಸಹಿ ಮತ್ತು ನ್ಯಾಯಾಲಯದ ಮುದ್ರೆಯೊಂದಿಗೆ ದಿನಾಂಕ : 13/08/2024 bbox=[712, 612, 878, 620]
story5-byline-text: (ಹಸಿರುಕ್ರಾಂತಿ ವರದಿ) bbox=[60, 1292, 108, 1300]
story3-photo bbox=[18, 762, 240, 882]
story5-col2-text: ಗದಗ,ಜು.12: ಕ.ವಿ.ಮಂ. ನಿವೃತ್ತ ನೌಕರರ ಮಾಸಿಕ ಸಭೆ ಹುಬ್ಬಳ್ಳಿ ರಸ್ತೆಯ ನೂತನ ಸಮುದಾಯ ಭವನದಲ್ಲಿ ಜರುಗಿತು. ಸಂಘದ ಅಧ್ಯಕ್ಷತೆಯನ್ನು ವಹಿಸಿದ್ದರು. ಮುಖ್ಯ ಅತಿಥಿಗಳಾಗಿ ದೇವೇಂದ್ರಪ್ಪ ಗೌಡರ ಆಗಮಿಸಿದ್ದರು. ಜುಲೈ ತಿಂಗಳಲ್ಲಿ ಜನ್ಮದಿನ ಆಚರಿಸಿಕೊಳ್ಳುವ ಸದಸ್ಯರನ್ನು ಸನ್ಮಾನಿಸಲಾಯಿತು. ನಿವೃತ್ತ ನೌಕರರ ಹಿತರಕ್ಷಣೆಗೆ ಸಂಘ ಸದಾ ಶ್ರಮಿಸುತ್ತದೆ ಎಂದು ತಿಳಿಸಿದರು. bbox=[18, 1302, 178, 1347]
tender-ref: ಕ್ರಮ: ಗ್ರಾ.ಪಂ/ಟೆಂಡರ್/2024-25 bbox=[373, 1154, 459, 1162]
story1-column-4 bbox=[416, 85, 556, 508]
reg-dot bbox=[330, 1438, 339, 1447]
